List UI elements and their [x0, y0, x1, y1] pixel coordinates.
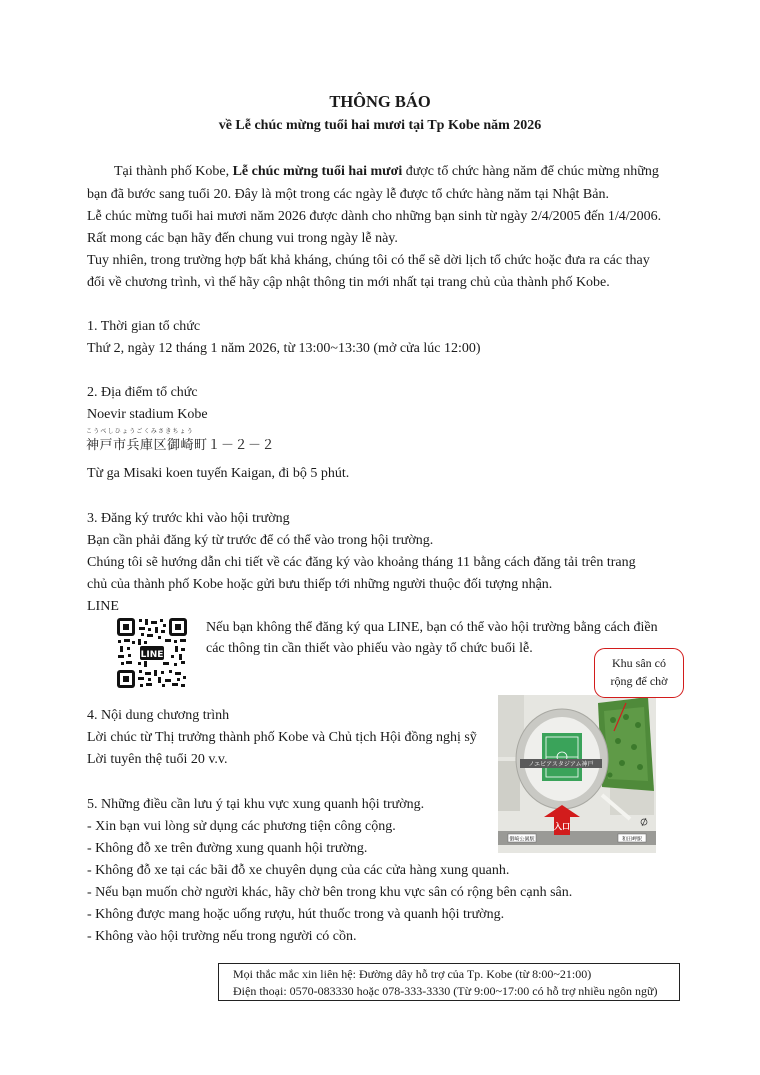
- line-note-2: các thông tin cần thiết vào phiếu vào ngày tổ chức buổi lễ.: [206, 641, 533, 656]
- entrance-label: 入口: [554, 822, 570, 831]
- line-label: LINE: [87, 599, 119, 614]
- callout-line-2: rộng để chờ: [610, 674, 668, 688]
- intro-line-4: Rất mong các bạn hãy đến chung vui trong ngày lễ này.: [87, 231, 398, 246]
- notice-item: - Không đỗ xe tại các bãi đỗ xe chuyên dụng của các cửa hàng xung quanh.: [87, 863, 510, 878]
- section3-line-3: chủ của thành phố Kobe hoặc gửi bưu thiếp tới những người thuộc đối tượng nhận.: [87, 577, 553, 592]
- page-subtitle: về Lễ chúc mừng tuổi hai mươi tại Tp Kobe năm 2026: [218, 118, 542, 133]
- event-datetime: Thứ 2, ngày 12 tháng 1 năm 2026, từ 13:00~13:30 (mở cửa lúc 12:00): [87, 341, 481, 356]
- page-title: THÔNG BÁO: [329, 92, 431, 111]
- venue-access: Từ ga Misaki koen tuyến Kaigan, đi bộ 5 phút.: [87, 466, 350, 481]
- qr-line-logo: LINE: [140, 650, 164, 660]
- section3-line-2: Chúng tôi sẽ hướng dẫn chi tiết về các đăng ký vào khoảng tháng 11 bằng cách đăng tải trên trang: [87, 555, 636, 570]
- section4-heading: 4. Nội dung chương trình: [87, 708, 230, 723]
- intro-line-6: đổi về chương trình, vì thế hãy cập nhật thông tin mới nhất tại trang chủ của thành phố Kobe.: [87, 275, 610, 290]
- stadium-label: ノエビアスタジアム神戸: [528, 761, 594, 768]
- intro-line-1: Tại thành phố Kobe, Lễ chúc mừng tuổi hai mươi được tổ chức hàng năm để chúc mừng những: [114, 164, 659, 179]
- callout-line-1: Khu sân có: [612, 656, 666, 670]
- section2-heading: 2. Địa điểm tổ chức: [87, 385, 198, 400]
- line-qr-code[interactable]: [117, 618, 187, 688]
- notice-item: - Không vào hội trường nếu trong người có cồn.: [87, 929, 357, 944]
- notice-item: - Không được mang hoặc uống rượu, hút thuốc trong và quanh hội trường.: [87, 907, 505, 922]
- program-line-1: Lời chúc từ Thị trưởng thành phố Kobe và Chủ tịch Hội đồng nghị sỹ: [87, 730, 477, 745]
- venue-address: 神戸市兵庫区御崎町１－２－２: [86, 438, 276, 453]
- section3-heading: 3. Đăng ký trước khi vào hội trường: [87, 511, 290, 526]
- section3-line-1: Bạn cần phải đăng ký từ trước để có thể vào trong hội trường.: [87, 533, 434, 548]
- intro-line-2: bạn đã bước sang tuổi 20. Đây là một trong các ngày lễ được tổ chức hàng năm tại Nhật Bản.: [87, 187, 609, 202]
- contact-line-2: Điện thoại: 0570-083330 hoặc 078-333-3330 (Từ 9:00~17:00 có hỗ trợ nhiều ngôn ngữ): [233, 984, 658, 998]
- address-ruby: こうべしひょうごくみさきちょう: [86, 428, 195, 435]
- waiting-area-callout: [594, 648, 684, 698]
- program-line-2: Lời tuyên thệ tuổi 20 v.v.: [87, 752, 228, 767]
- venue-name: Noevir stadium Kobe: [87, 407, 208, 422]
- notice-item: - Xin bạn vui lòng sử dụng các phương tiện công cộng.: [87, 819, 396, 834]
- notice-item: - Không đỗ xe trên đường xung quanh hội trường.: [87, 841, 368, 856]
- line-note-1: Nếu bạn không thể đăng ký qua LINE, bạn có thể vào hội trường bằng cách điền: [206, 620, 658, 635]
- contact-box: [218, 963, 680, 1001]
- section5-heading: 5. Những điều cần lưu ý tại khu vực xung quanh hội trường.: [87, 797, 425, 812]
- contact-line-1: Mọi thắc mắc xin liên hệ: Đường dây hỗ trợ của Tp. Kobe (từ 8:00~21:00): [233, 967, 592, 981]
- road-label-left: 御崎公園駅: [509, 836, 535, 843]
- intro-line-3: Lễ chúc mừng tuổi hai mươi năm 2026 được dành cho những bạn sinh từ ngày 2/4/2005 đến 1/4/2006.: [87, 209, 662, 224]
- venue-map: [498, 695, 656, 853]
- intro-line-5: Tuy nhiên, trong trường hợp bất khả kháng, chúng tôi có thể sẽ dời lịch tổ chức hoặc đưa ra các thay: [87, 253, 650, 268]
- section1-heading: 1. Thời gian tổ chức: [87, 319, 201, 334]
- road-label-right: 和田岬駅: [621, 836, 643, 843]
- notice-item: - Nếu bạn muốn chờ người khác, hãy chờ bên trong khu vực sân có rộng bên cạnh sân.: [87, 885, 573, 900]
